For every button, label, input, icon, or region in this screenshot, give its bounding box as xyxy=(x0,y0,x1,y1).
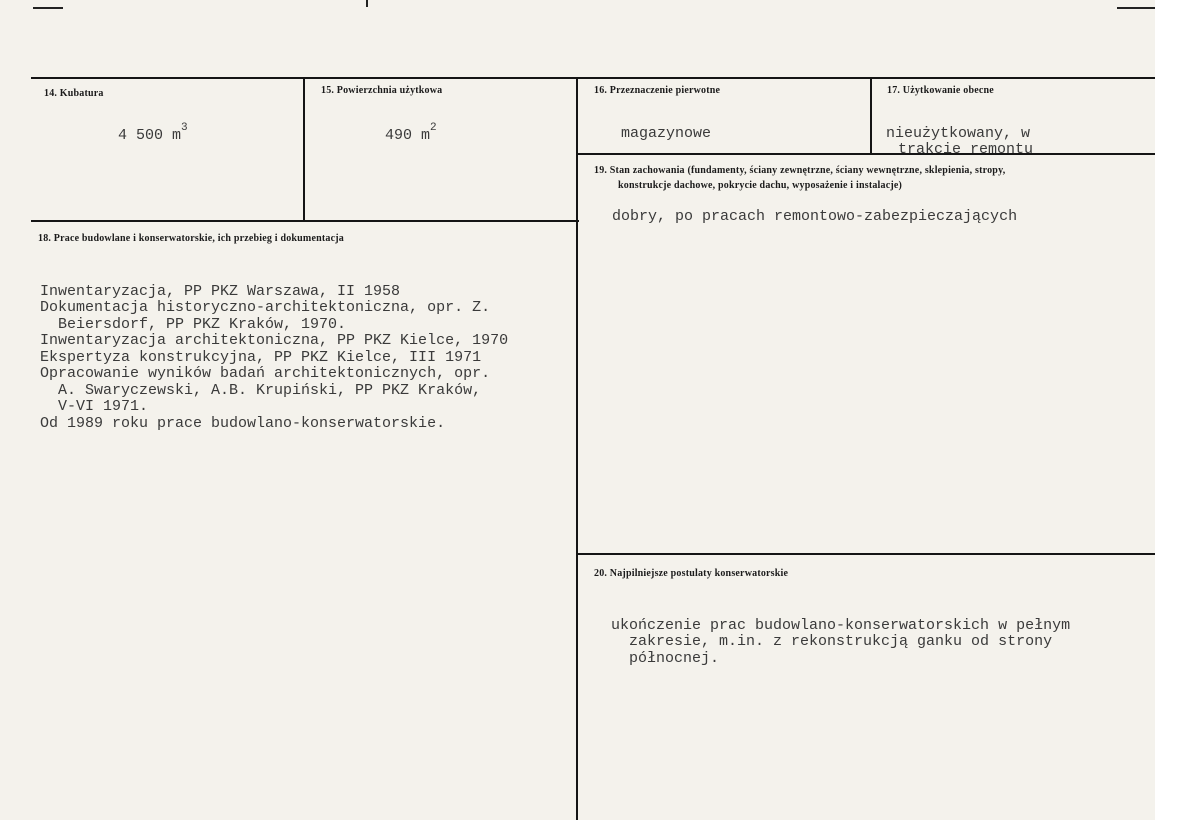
field-15-value: 490 $m^2$ xyxy=(385,122,437,144)
field-18-line: V-VI 1971. xyxy=(40,398,149,415)
field-16-value: magazynowe xyxy=(621,125,712,142)
field-19-value: dobry, po pracach remontowo-zabezpieczających xyxy=(612,208,1018,225)
rule-v-14-15 xyxy=(303,77,305,221)
field-18-line: Od 1989 roku prace budowlano-konserwatorskie. xyxy=(40,414,446,432)
rule-v-main xyxy=(576,77,578,820)
rule-20-top xyxy=(578,553,1155,555)
field-20-label: 20. Najpilniejsze postulaty konserwatorskie xyxy=(594,568,789,579)
field-18-line: Opracowanie wyników badań architektonicznych, opr. xyxy=(40,365,491,382)
rule-row1-left xyxy=(31,220,579,222)
field-18-value xyxy=(40,267,508,432)
field-18-line: Inwentaryzacja architektoniczna, PP PKZ Kielce, 1970 xyxy=(40,332,509,349)
field-19-label-line: konstrukcje dachowe, pokrycie dachu, wyposażenie i instalacje) xyxy=(618,180,903,191)
field-20-value xyxy=(611,601,1070,667)
field-20-line: północnej. xyxy=(611,649,720,667)
field-17-line: trakcie remontu xyxy=(898,141,1034,158)
rule-top xyxy=(31,77,1155,79)
field-15-label: 15. Powierzchnia użytkowa xyxy=(321,85,443,96)
page-edge xyxy=(1155,0,1198,820)
field-18-line: Beiersdorf, PP PKZ Kraków, 1970. xyxy=(40,315,347,333)
field-17-value xyxy=(886,109,1033,159)
field-20-line: zakresie, m.in. z rekonstrukcją ganku od strony xyxy=(611,633,1053,650)
field-14-label: 14. Kubatura xyxy=(44,88,104,99)
field-16-label: 16. Przeznaczenie pierwotne xyxy=(594,85,721,96)
field-19-label xyxy=(594,163,1005,193)
registration-mark-right xyxy=(1117,7,1155,9)
field-18-line: Ekspertyza konstrukcyjna, PP PKZ Kielce, III 1971 xyxy=(40,348,482,366)
registration-mark-left xyxy=(33,7,63,9)
field-17-label: 17. Użytkowanie obecne xyxy=(887,85,994,96)
field-17-line: nieużytkowany, w xyxy=(886,124,1031,142)
field-18-line: Inwentaryzacja, PP PKZ Warszawa, II 1958 xyxy=(40,282,401,300)
rule-row1-right xyxy=(578,153,1155,155)
field-14-value: 4 500 $m^3$ xyxy=(118,122,188,144)
rule-v-16-17 xyxy=(870,77,872,154)
field-19-label-line: 19. Stan zachowania (fundamenty, ściany zewnętrzne, ściany wewnętrzne, sklepienia, stropy, xyxy=(594,165,1006,176)
registration-mark-center xyxy=(366,0,368,7)
field-18-line: Dokumentacja historyczno-architektoniczna, opr. Z. xyxy=(40,299,491,316)
field-18-label: 18. Prace budowlane i konserwatorskie, ich przebieg i dokumentacja xyxy=(38,233,344,244)
field-18-line: A. Swaryczewski, A.B. Krupiński, PP PKZ Kraków, xyxy=(40,381,482,399)
field-20-line: ukończenie prac budowlano-konserwatorskich w pełnym xyxy=(611,616,1071,634)
